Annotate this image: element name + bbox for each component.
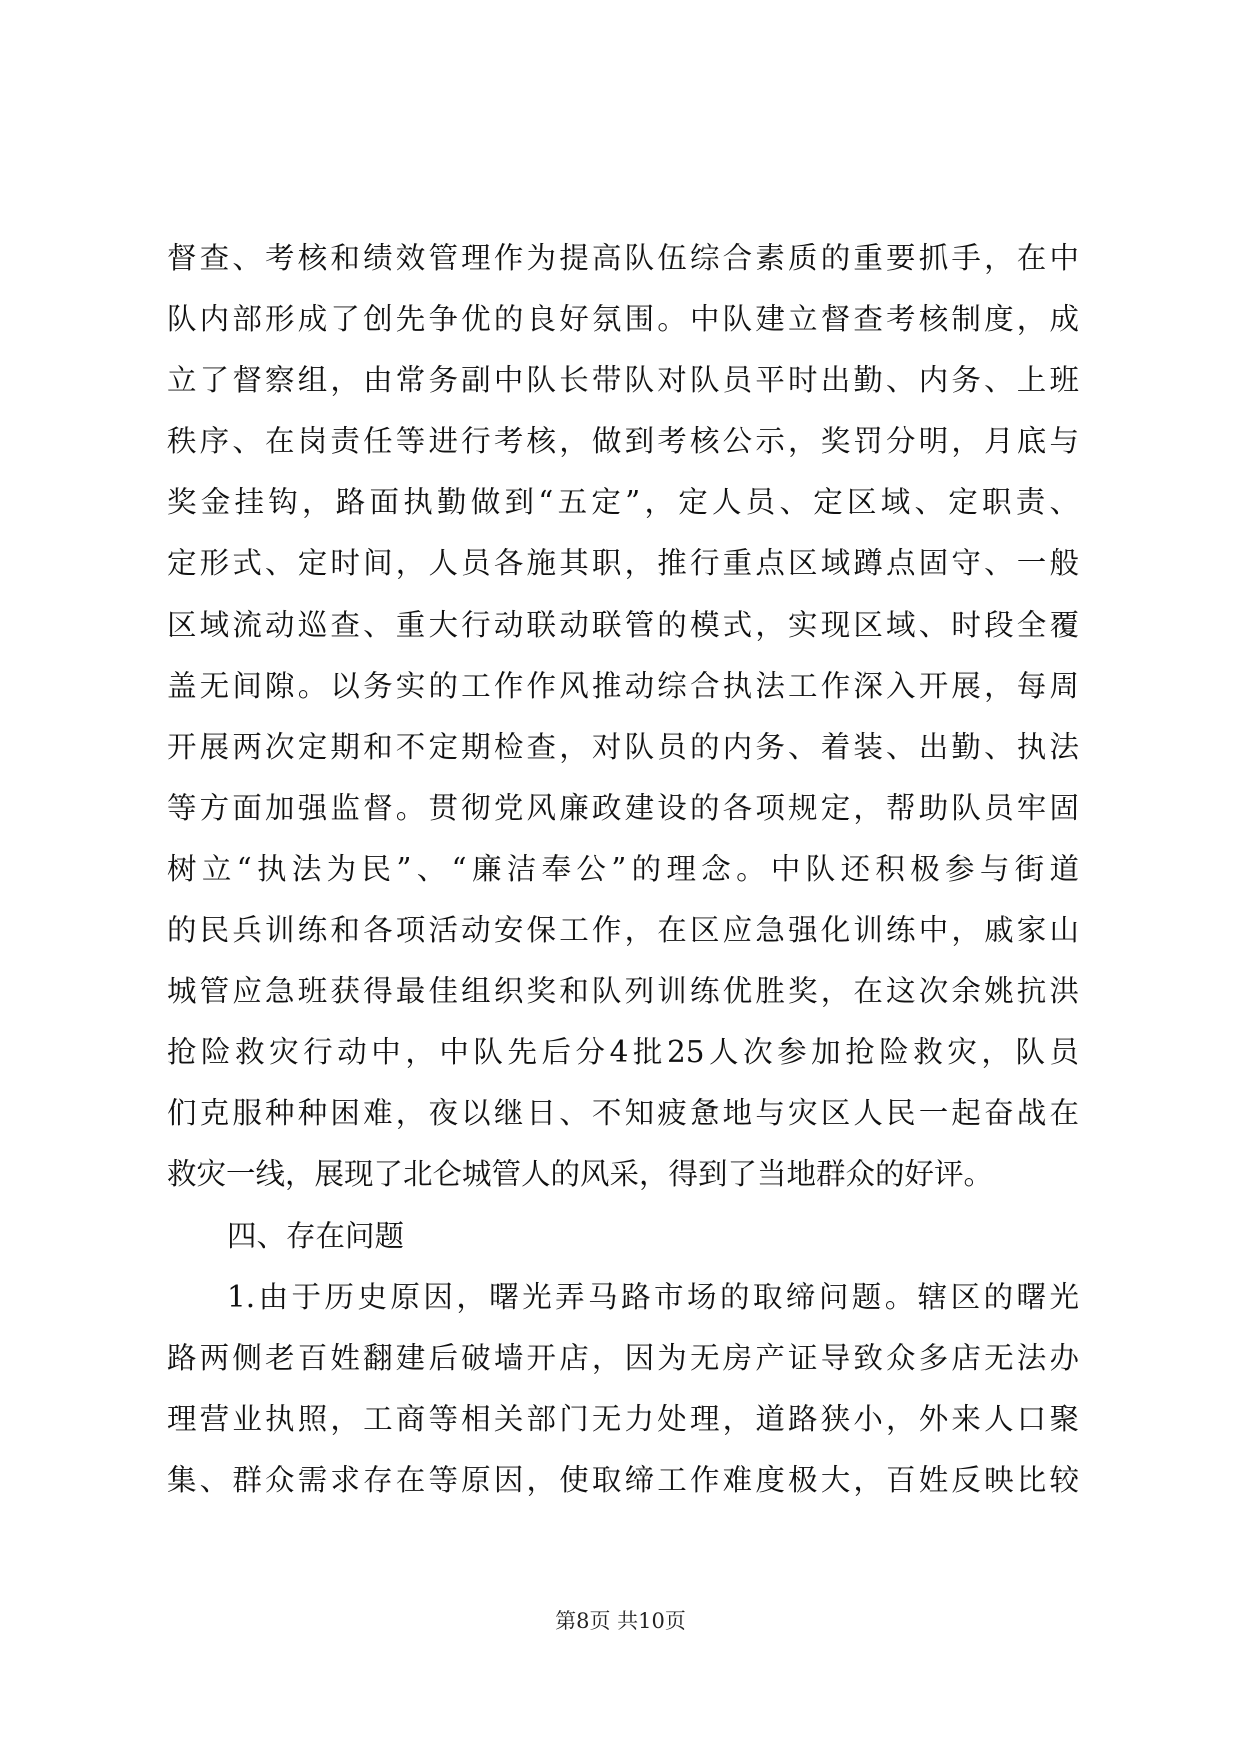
paragraph-line: 城管应急班获得最佳组织奖和队列训练优胜奖，在这次余姚抗洪 bbox=[167, 974, 1079, 1009]
page-number-footer: 第8页 共10页 bbox=[555, 1609, 686, 1633]
paragraph-line: 们克服种种困难，夜以继日、不知疲惫地与灾区人民一起奋战在 bbox=[167, 1096, 1079, 1131]
paragraph-line: 等方面加强监督。贯彻党风廉政建设的各项规定，帮助队员牢固 bbox=[167, 790, 1079, 825]
paragraph-line: 的民兵训练和各项活动安保工作，在区应急强化训练中，戚家山 bbox=[167, 913, 1079, 948]
paragraph-line: 队内部形成了创先争优的良好氛围。中队建立督查考核制度，成 bbox=[167, 302, 1079, 337]
paragraph-line: 救灾一线，展现了北仑城管人的风采，得到了当地群众的好评。 bbox=[167, 1157, 994, 1192]
paragraph-line: 立了督察组，由常务副中队长带队对队员平时出勤、内务、上班 bbox=[167, 363, 1079, 398]
list-item-line: 集、群众需求存在等原因，使取缔工作难度极大，百姓反映比较 bbox=[167, 1462, 1079, 1497]
paragraph-line: 定形式、定时间，人员各施其职，推行重点区域蹲点固守、一般 bbox=[167, 546, 1079, 581]
section-heading: 四、存在问题 bbox=[227, 1218, 405, 1253]
paragraph-line: 树立“执法为民”、“廉洁奉公”的理念。中队还积极参与街道 bbox=[167, 851, 1079, 886]
paragraph-line: 开展两次定期和不定期检查，对队员的内务、着装、出勤、执法 bbox=[167, 729, 1079, 764]
list-item-line: 理营业执照，工商等相关部门无力处理，道路狭小，外来人口聚 bbox=[167, 1401, 1079, 1436]
paragraph-line: 盖无间隙。以务实的工作作风推动综合执法工作深入开展，每周 bbox=[167, 668, 1079, 703]
paragraph-line: 督查、考核和绩效管理作为提高队伍综合素质的重要抓手，在中 bbox=[167, 241, 1079, 275]
paragraph-line: 区域流动巡查、重大行动联动联管的模式，实现区域、时段全覆 bbox=[167, 607, 1079, 642]
paragraph-line: 秩序、在岗责任等进行考核，做到考核公示，奖罚分明，月底与 bbox=[167, 424, 1079, 459]
list-item-line: 1.由于历史原因，曙光弄马路市场的取缔问题。辖区的曙光 bbox=[227, 1279, 1079, 1314]
list-item-line: 路两侧老百姓翻建后破墙开店，因为无房产证导致众多店无法办 bbox=[167, 1340, 1079, 1375]
paragraph-line: 抢险救灾行动中，中队先后分4批25人次参加抢险救灾，队员 bbox=[167, 1035, 1079, 1070]
paragraph-line: 奖金挂钩，路面执勤做到“五定”，定人员、定区域、定职责、 bbox=[167, 485, 1079, 520]
body-text bbox=[167, 228, 1079, 1511]
